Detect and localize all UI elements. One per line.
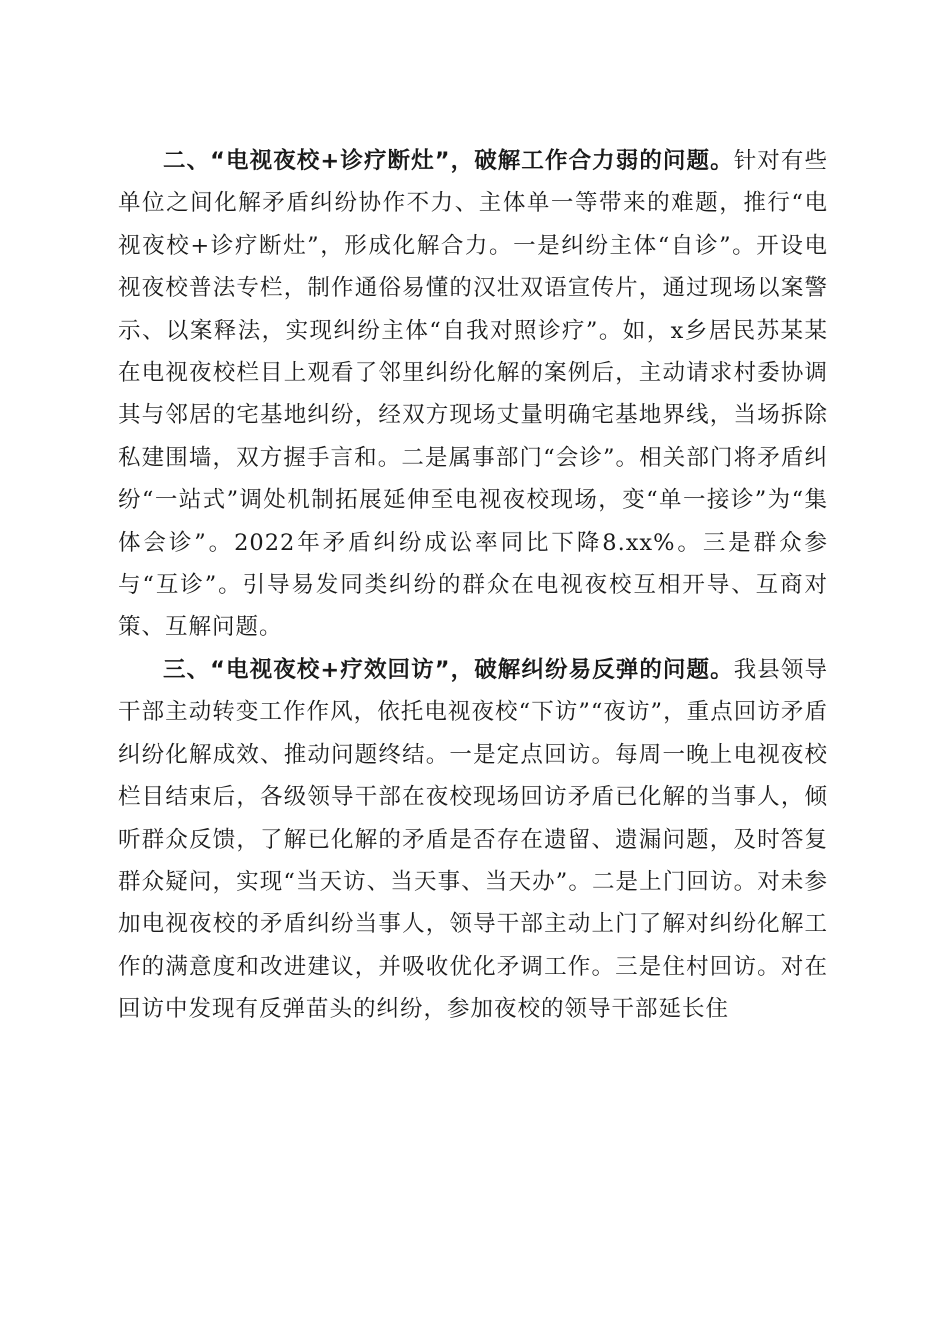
section-body-2: 针对有些单位之间化解矛盾纠纷协作不力、主体单一等带来的难题，推行“电视夜校+诊疗断灶”，形成化解合力。一是纠纷主体“自诊”。开设电视夜校普法专栏，制作通俗易懂的汉壮双语宣传片，通过现场以案警示、以案释法，实现纠纷主体“自我对照诊疗”。如，x乡居民苏某某在电视夜校栏目上观看了邻里纠纷化解的案例后，主动请求村委协调其与邻居的宅基地纠纷，经双方现场丈量明确宅基地界线，当场拆除私建围墙，双方握手言和。二是属事部门“会诊”。相关部门将矛盾纠纷“一站式”调处机制拓展延伸至电视夜校现场，变“单一接诊”为“集体会诊”。2022年矛盾纠纷成讼率同比下降8.xx%。三是群众参与“互诊”。引导易发同类纠纷的群众在电视夜校互相开导、互商对策、互解问题。	[118, 148, 828, 641]
document-body	[118, 140, 828, 1031]
section-paragraph-2	[118, 140, 828, 649]
section-paragraph-3	[118, 649, 828, 1031]
section-body-3: 我县领导干部主动转变工作作风，依托电视夜校“下访”“夜访”，重点回访矛盾纠纷化解成效、推动问题终结。一是定点回访。每周一晚上电视夜校栏目结束后，各级领导干部在夜校现场回访矛盾已化解的当事人，倾听群众反馈，了解已化解的矛盾是否存在遗留、遗漏问题，及时答复群众疑问，实现“当天访、当天事、当天办”。二是上门回访。对未参加电视夜校的矛盾纠纷当事人，领导干部主动上门了解对纠纷化解工作的满意度和改进建议，并吸收优化矛调工作。三是住村回访。对在回访中发现有反弹苗头的纠纷，参加夜校的领导干部延长住	[118, 656, 828, 1023]
section-heading-3: 三、“电视夜校+疗效回访”，破解纠纷易反弹的问题。	[163, 656, 734, 683]
section-heading-2: 二、“电视夜校+诊疗断灶”，破解工作合力弱的问题。	[163, 148, 734, 174]
